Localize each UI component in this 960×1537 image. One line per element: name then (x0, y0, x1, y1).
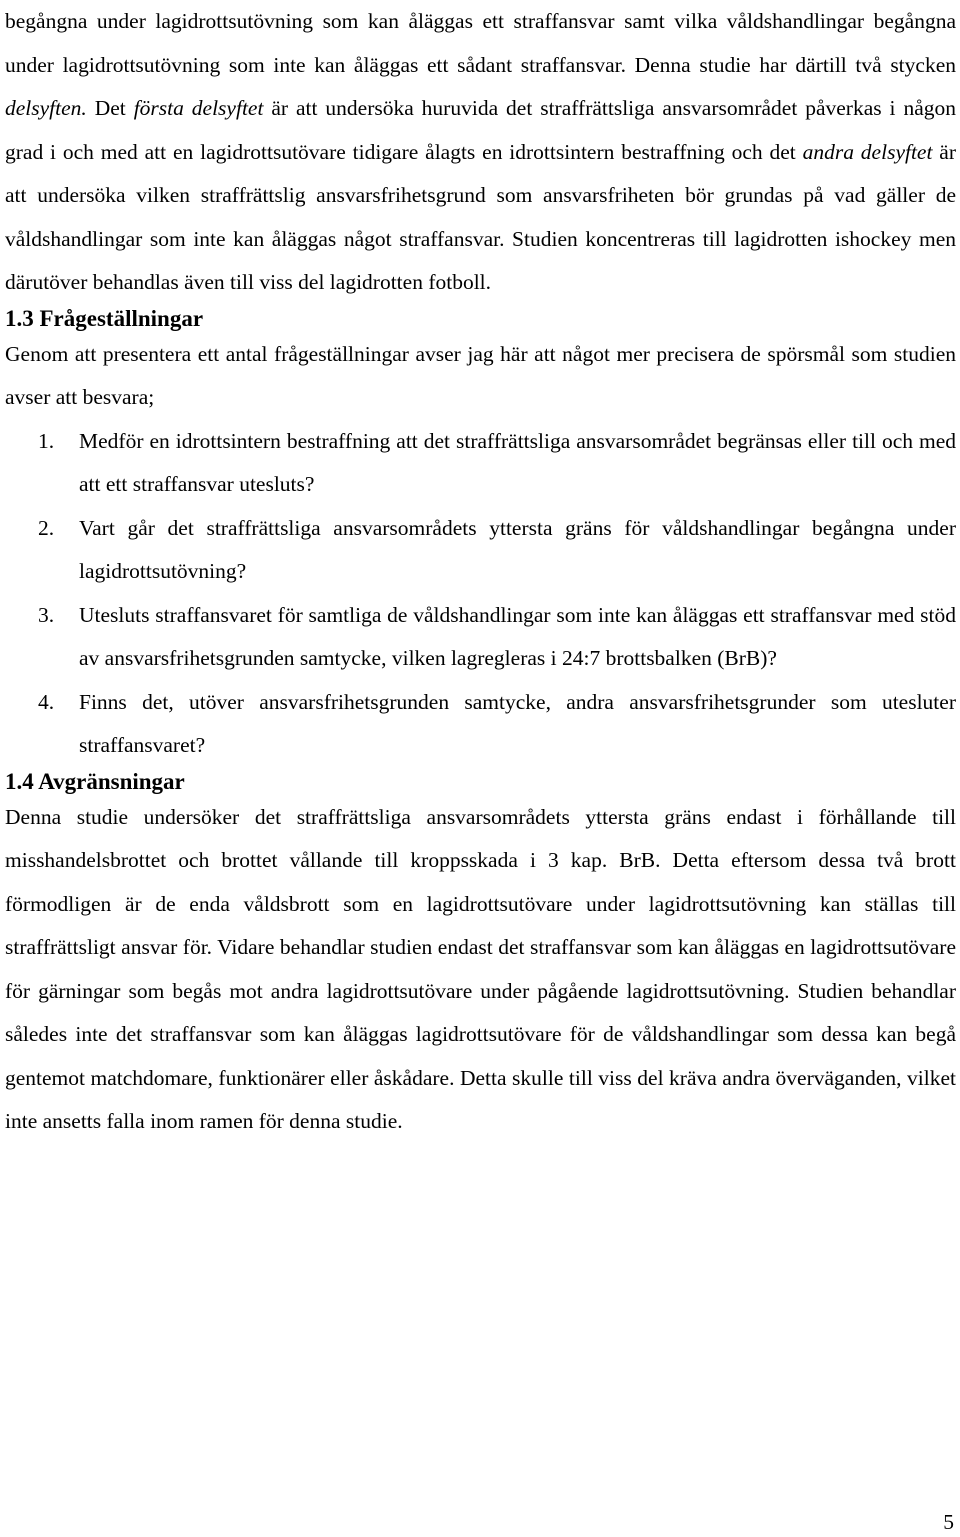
page-number: 5 (943, 1510, 954, 1534)
intro-text-det: Det (86, 96, 134, 120)
intro-text-middle: är att undersöka huruvida det straffrättsliga ansvarsområdet påverkas i någon grad i och med att en lagidrottsutövare tidigare ålagts en idrottsintern bestraffning och det (5, 96, 956, 164)
intro-text-end: är att undersöka vilken straffrättslig ansvarsfrihetsgrund som ansvarsfriheten bör grundas på vad gäller de våldshandlingar som inte kan åläggas något straffansvar. Studien koncentreras till lagidrotten ishockey men därutöver behandlas även till viss del lagidrotten fotboll. (5, 139, 957, 294)
questions-list (5, 420, 956, 768)
intro-forsta-delsyftet-italic: första delsyftet (133, 96, 264, 120)
question-item (5, 507, 956, 594)
intro-text-before: begångna under lagidrottsutövning som kan åläggas ett straffansvar samt vilka våldshandlingar begångna under lagidrottsutövning som inte kan åläggas ett sådant straffansvar. Denna studie har därtill två stycken (5, 9, 956, 77)
question-item (5, 594, 956, 681)
document-page (5, 0, 956, 1144)
question-number: 3. (38, 602, 55, 627)
intro-delsyften-italic: delsyften. (5, 96, 87, 120)
intro-andra-delsyftet-italic: andra delsyftet (802, 139, 933, 164)
section-heading-fragestallningar: 1.3 Frågeställningar (5, 305, 204, 331)
question-text: Vart går det straffrättsliga ansvarsområdets yttersta gräns för våldshandlingar begångna under lagidrottsutövning? (79, 515, 956, 583)
question-text: Finns det, utöver ansvarsfrihetsgrunden samtycke, andra ansvarsfrihetsgrunder som utesluter straffansvaret? (79, 689, 956, 757)
question-text: Medför en idrottsintern bestraffning att det straffrättsliga ansvarsområdet begränsas eller till och med att ett straffansvar utesluts? (79, 428, 956, 496)
section-heading-avgransningar: 1.4 Avgränsningar (5, 768, 185, 794)
avgransningar-paragraph: Denna studie undersöker det straffrättsliga ansvarsområdets yttersta gräns endast i förhållande till misshandelsbrottet och brottet vållande till kroppsskada i 3 kap. BrB. Detta eftersom dessa två brott förmodligen är de enda våldsbrott som en lagidrottsutövare under lagidrottsutövning kan ställas till straffrättsligt ansvar för. Vidare behandlar studien endast det straffansvar som kan åläggas en lagidrottsutövare för gärningar som begås mot andra lagidrottsutövare under pågående lagidrottsutövning. Studien behandlar således inte det straffansvar som kan åläggas lagidrottsutövare för de våldshandlingar som dessa kan begå gentemot matchdomare, funktionärer eller åskådare. Detta skulle till viss del kräva andra överväganden, vilket inte ansetts falla inom ramen för denna studie. (5, 804, 956, 1133)
question-text: Utesluts straffansvaret för samtliga de våldshandlingar som inte kan åläggas ett straffansvar med stöd av ansvarsfrihetsgrunden samtycke, vilken lagregleras i 24:7 brottsbalken (BrB)? (79, 602, 956, 670)
question-number: 2. (38, 515, 55, 540)
fragestallningar-paragraph: Genom att presentera ett antal frågeställningar avser jag här att något mer precisera de spörsmål som studien avser att besvara; (5, 341, 956, 409)
question-item (5, 681, 956, 768)
question-number: 4. (38, 689, 55, 714)
intro-paragraph (5, 0, 956, 305)
question-number: 1. (38, 428, 55, 453)
question-item (5, 420, 956, 507)
